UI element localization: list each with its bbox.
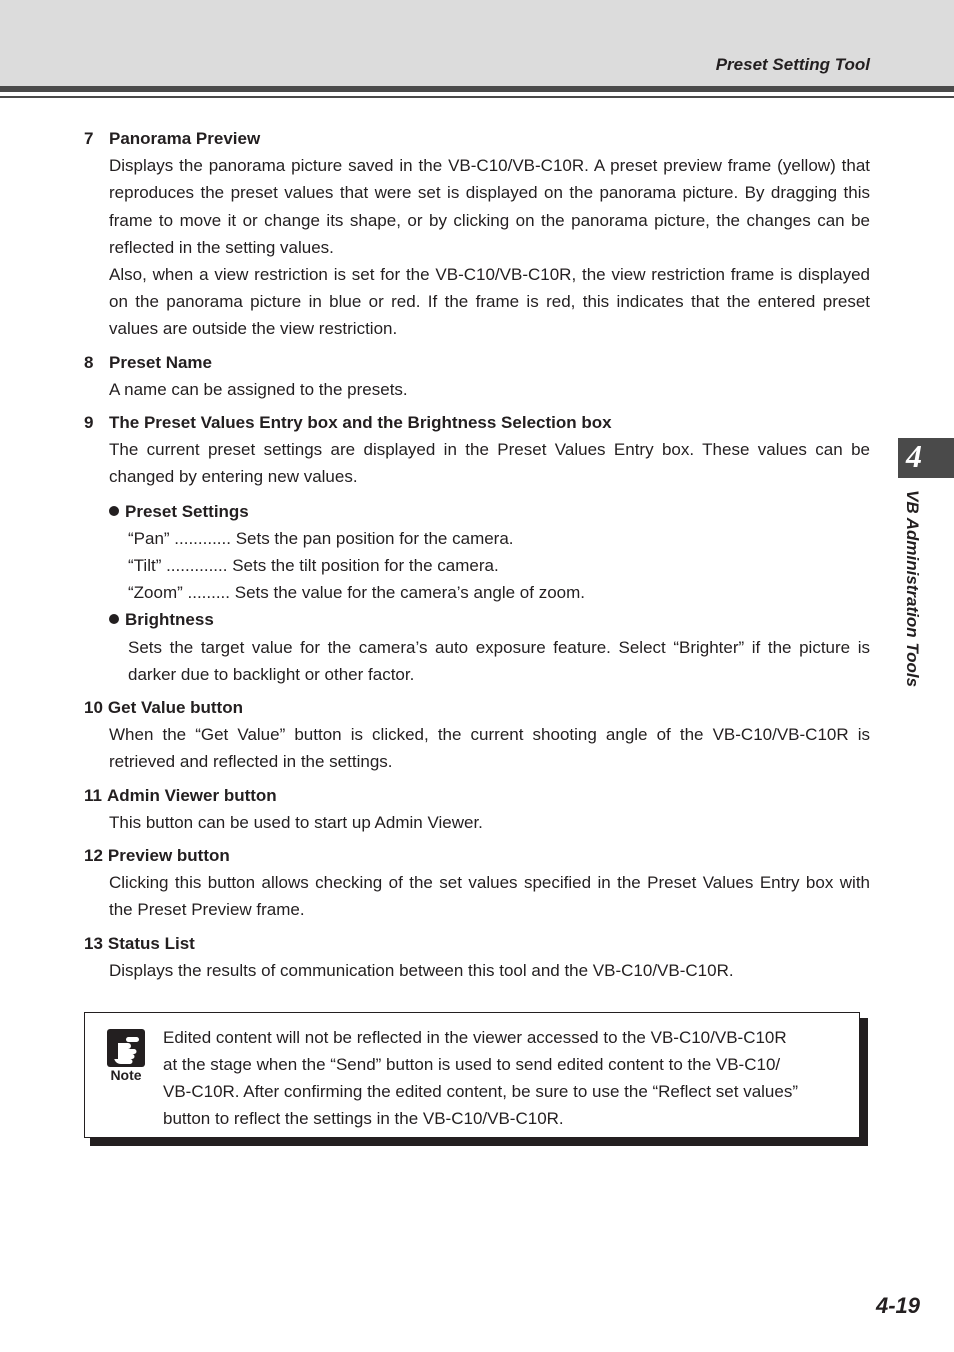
- item-title: Panorama Preview: [109, 129, 261, 148]
- header-title: Preset Setting Tool: [715, 55, 870, 74]
- item-paragraph: Displays the panorama picture saved in the VB-C10/VB-C10R. A preset preview frame (yellow) that reproduces the preset values that were set is displayed on the panorama picture. By dragging this frame to move it or change its shape, or by clicking on the panorama picture, the changes can be reflected in the setting values.: [109, 156, 870, 257]
- header-rule-thin: [0, 96, 954, 98]
- item-preset-values: [84, 409, 870, 688]
- note-line: Edited content will not be reflected in the viewer accessed to the VB-C10/VB-C10R: [163, 1028, 787, 1047]
- item-paragraph: The current preset settings are displayed in the Preset Values Entry box. These values can be changed by entering new values.: [109, 440, 870, 487]
- item-number: 12: [84, 846, 103, 866]
- item-title: Status List: [107, 933, 195, 953]
- item-get-value-button: [84, 694, 870, 776]
- item-number: 9: [84, 413, 94, 433]
- sub-title: Preset Settings: [125, 501, 249, 521]
- note-text: [163, 1024, 847, 1132]
- note-label: Note: [110, 1067, 142, 1083]
- sub-brightness: [109, 606, 870, 688]
- item-status-list: [84, 930, 870, 984]
- note-line: at the stage when the “Send” button is used to send edited content to the VB-C10/: [163, 1055, 781, 1074]
- note-line: button to reflect the settings in the VB-C10/VB-C10R.: [163, 1109, 564, 1128]
- setting-row-tilt: “Tilt” ............. Sets the tilt position for the camera.: [128, 556, 499, 576]
- item-number: 13: [84, 933, 103, 953]
- item-paragraph: This button can be used to start up Admin Viewer.: [109, 812, 483, 832]
- item-number: 10: [84, 698, 103, 718]
- header-rule-thick: [0, 86, 954, 92]
- item-paragraph: Clicking this button allows checking of the set values specified in the Preset Values Entry box with the Preset Preview frame.: [109, 873, 870, 920]
- item-title: The Preset Values Entry box and the Brightness Selection box: [109, 413, 612, 433]
- item-title: Admin Viewer button: [106, 785, 277, 805]
- page-header: [0, 0, 954, 86]
- item-title: Preset Name: [109, 352, 213, 372]
- main-content: [84, 125, 870, 990]
- note-box: [84, 1012, 860, 1138]
- sub-text: Sets the target value for the camera’s auto exposure feature. Select “Brighter” if the picture is darker due to backlight or other factor.: [128, 637, 870, 684]
- item-title: Preview button: [107, 846, 230, 866]
- item-paragraph: When the “Get Value” button is clicked, the current shooting angle of the VB-C10/VB-C10R is retrieved and reflected in the settings.: [109, 725, 870, 772]
- chapter-tab: [898, 438, 954, 478]
- chapter-side-label: VB Administration Tools: [903, 490, 922, 688]
- setting-row-zoom: “Zoom” ......... Sets the value for the camera’s angle of zoom.: [128, 583, 585, 603]
- item-number: 7: [84, 129, 94, 148]
- item-paragraph: A name can be assigned to the presets.: [109, 379, 408, 399]
- item-preset-name: [84, 349, 870, 403]
- sub-title: Brightness: [125, 610, 214, 630]
- item-paragraph: Displays the results of communication between this tool and the VB-C10/VB-C10R.: [109, 960, 734, 980]
- sub-preset-settings: [109, 498, 870, 607]
- item-preview-button: [84, 842, 870, 924]
- bullet-icon: [109, 506, 119, 516]
- setting-row-pan: “Pan” ............ Sets the pan position for the camera.: [128, 528, 514, 548]
- item-number: 8: [84, 352, 94, 372]
- note-line: VB-C10R. After confirming the edited content, be sure to use the “Reflect set values”: [163, 1082, 798, 1101]
- item-title: Get Value button: [107, 698, 243, 718]
- bullet-icon: [109, 614, 119, 624]
- item-paragraph: Also, when a view restriction is set for the VB-C10/VB-C10R, the view restriction frame is displayed on the panorama picture in blue or red. If the frame is red, this indicates that the entered preset values are outside the view restriction.: [109, 265, 870, 339]
- item-number: 11: [84, 785, 102, 805]
- page-number: 4-19: [875, 1293, 920, 1318]
- chapter-number: 4: [906, 438, 922, 474]
- item-panorama-preview: [84, 125, 870, 343]
- item-admin-viewer-button: [84, 782, 870, 836]
- pointing-hand-icon: [107, 1029, 145, 1067]
